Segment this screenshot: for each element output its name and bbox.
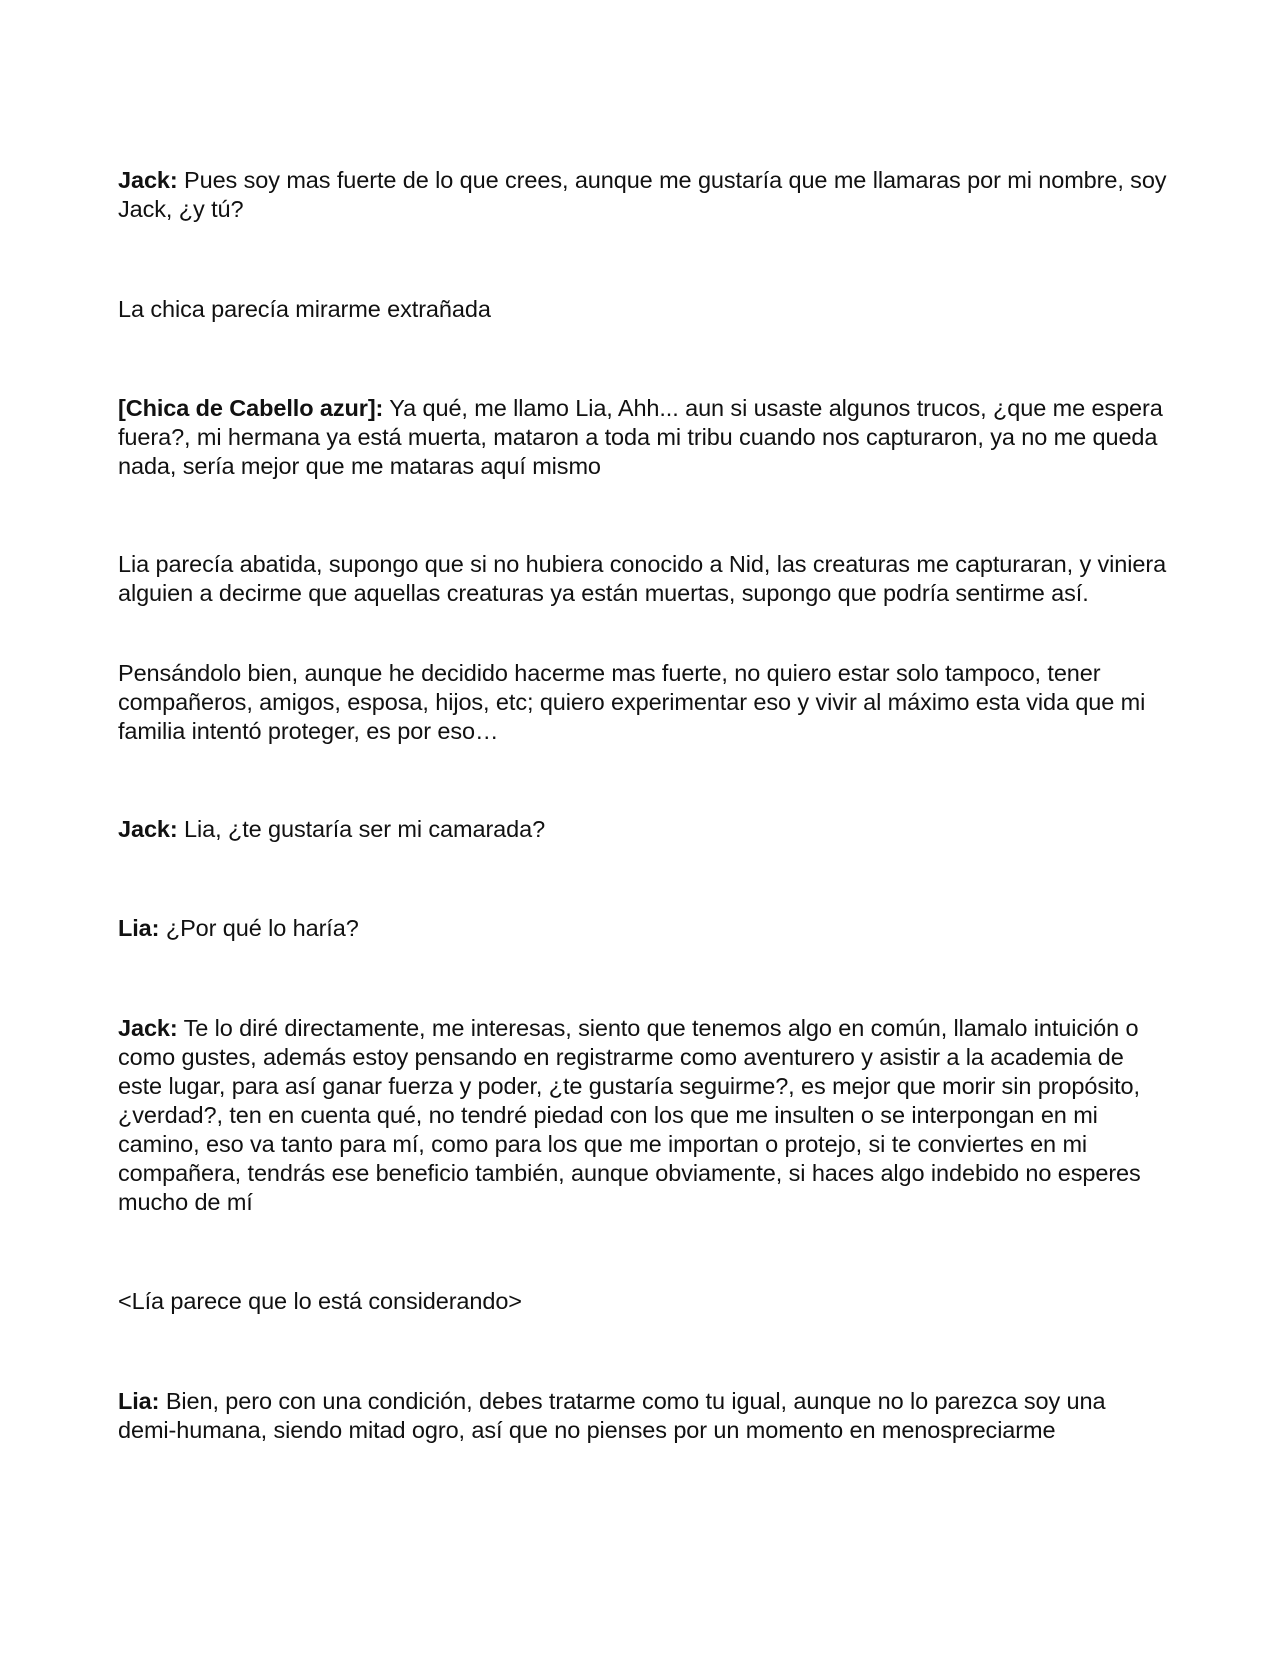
narration-paragraph [118, 659, 1168, 746]
paragraph-text: Bien, pero con una condición, debes tratarme como tu igual, aunque no lo parezca soy una demi-humana, siendo mitad ogro, así que no pienses por un momento en menospreciarme [118, 1388, 1106, 1443]
paragraph-text: Pues soy mas fuerte de lo que crees, aunque me gustaría que me llamaras por mi nombre, soy Jack, ¿y tú? [118, 167, 1167, 222]
dialogue-paragraph [118, 1014, 1168, 1217]
dialogue-paragraph [118, 1387, 1168, 1445]
speaker-label: Jack: [118, 1015, 178, 1041]
narration-paragraph [118, 1287, 1168, 1316]
paragraph-text: Pensándolo bien, aunque he decidido hacerme mas fuerte, no quiero estar solo tampoco, tener compañeros, amigos, esposa, hijos, etc; quiero experimentar eso y vivir al máximo esta vida que mi familia intentó proteger, es por eso… [118, 660, 1146, 744]
dialogue-paragraph [118, 914, 1168, 943]
paragraph-text: Lia parecía abatida, supongo que si no hubiera conocido a Nid, las creaturas me capturaran, y viniera alguien a decirme que aquellas creaturas ya están muertas, supongo que podría sentirme así. [118, 551, 1167, 606]
paragraph-text: Lia, ¿te gustaría ser mi camarada? [177, 816, 546, 842]
dialogue-paragraph [118, 394, 1168, 481]
dialogue-paragraph [118, 166, 1168, 224]
narration-paragraph [118, 550, 1168, 608]
narration-paragraph [118, 295, 1168, 324]
speaker-label: Lia: [118, 915, 160, 941]
paragraph-text: <Lía parece que lo está considerando> [118, 1288, 522, 1314]
paragraph-text: ¿Por qué lo haría? [159, 915, 359, 941]
dialogue-paragraph [118, 815, 1168, 844]
paragraph-text: Te lo diré directamente, me interesas, siento que tenemos algo en común, llamalo intuición o como gustes, además estoy pensando en registrarme como aventurero y asistir a la academia de este lugar, para así ganar fuerza y poder, ¿te gustaría seguirme?, es mejor que morir sin propósito, ¿verdad?, ten en cuenta qué, no tendré piedad con los que me insulten o se interpongan en mi camino, eso va tanto para mí, como para los que me importan o protejo, si te conviertes en mi compañera, tendrás ese beneficio también, aunque obviamente, si haces algo indebido no esperes mucho de mí [118, 1015, 1141, 1215]
paragraph-text: Ya qué, me llamo Lia, Ahh... aun si usaste algunos trucos, ¿que me espera fuera?, mi hermana ya está muerta, mataron a toda mi tribu cuando nos capturaron, ya no me queda nada, sería mejor que me mataras aquí mismo [118, 395, 1163, 479]
speaker-label: Jack: [118, 167, 178, 193]
speaker-label: [Chica de Cabello azur]: [118, 395, 384, 421]
paragraph-text: La chica parecía mirarme extrañada [118, 296, 491, 322]
speaker-label: Lia: [118, 1388, 160, 1414]
speaker-label: Jack: [118, 816, 178, 842]
